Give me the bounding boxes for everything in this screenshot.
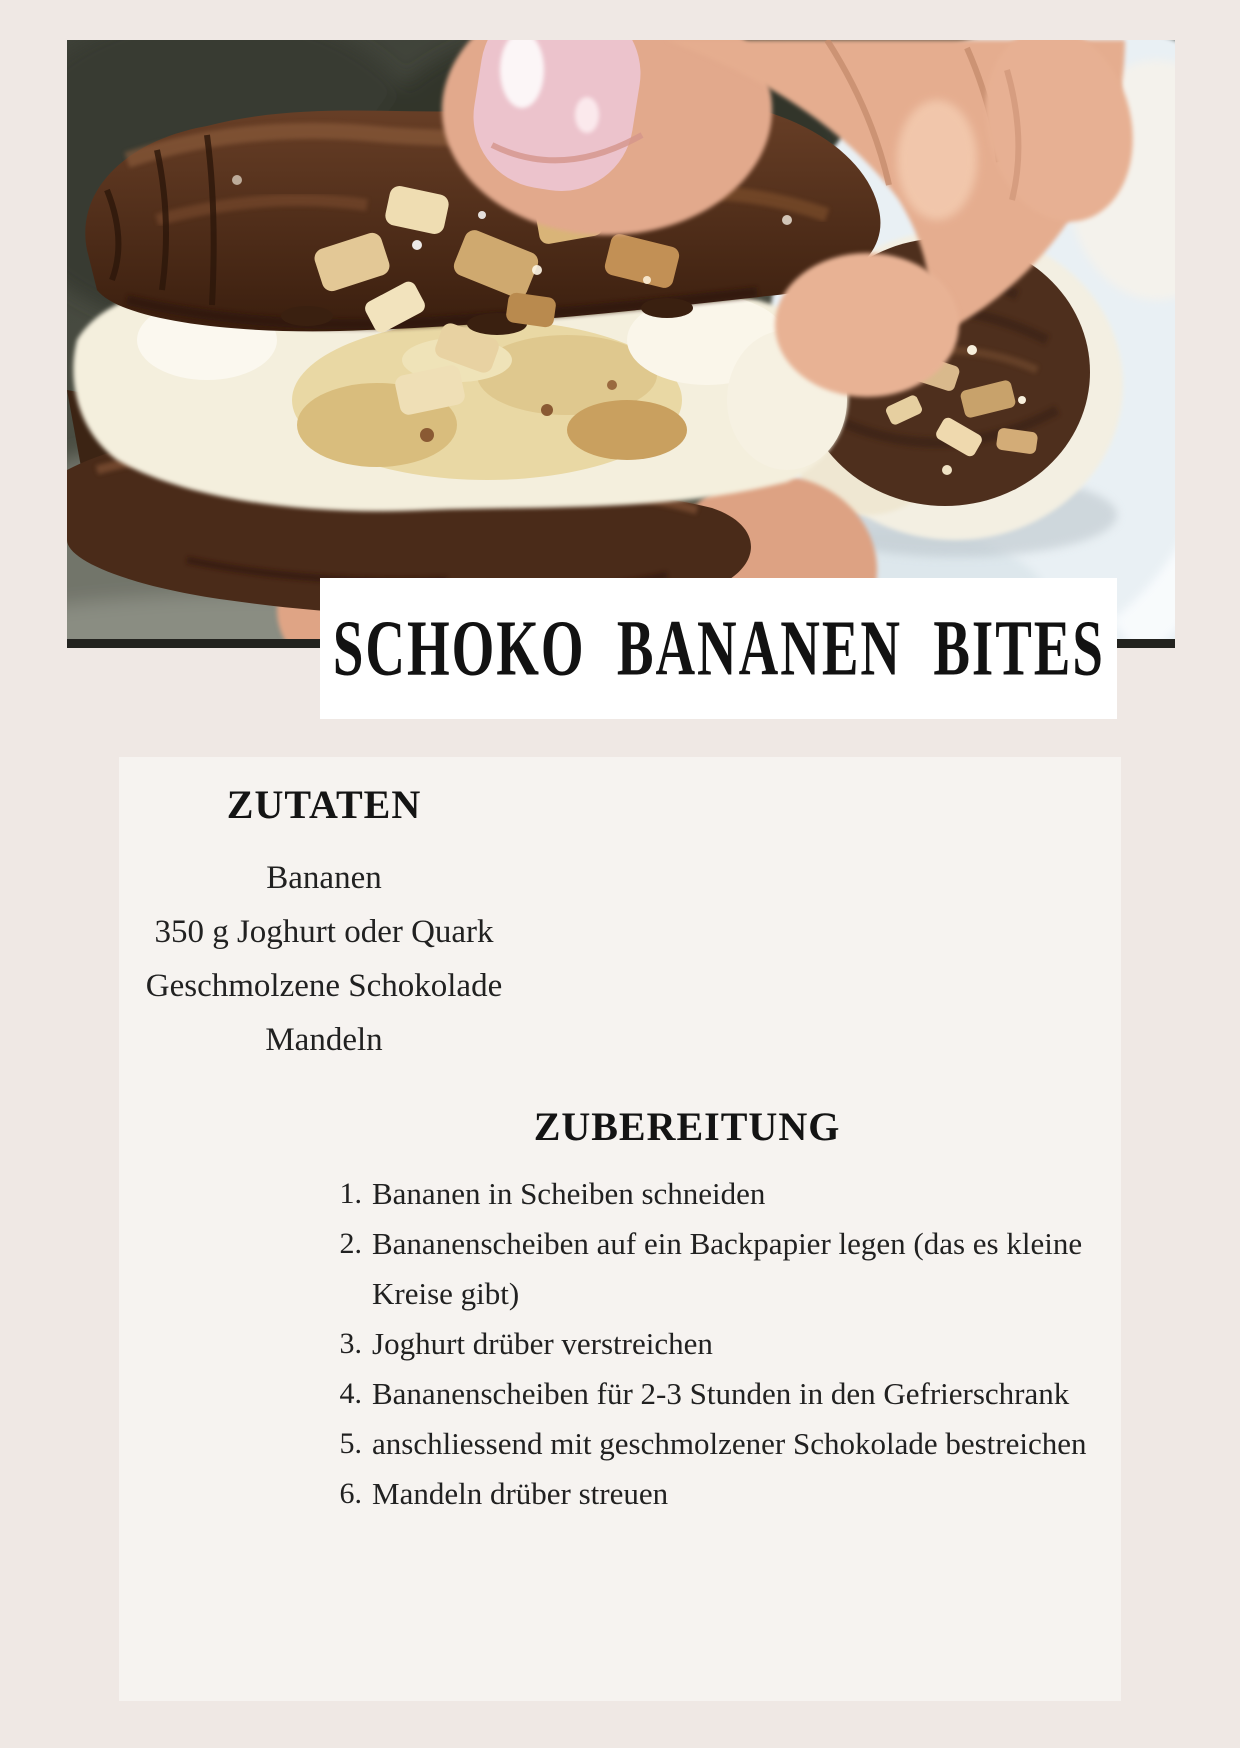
step-item (327, 1219, 1093, 1319)
page-title: SCHOKO BANANEN BITES (332, 604, 1105, 693)
step-item (327, 1469, 1093, 1519)
ingredients-heading: ZUTATEN (226, 782, 422, 827)
ingredient-item: Mandeln (265, 1022, 383, 1058)
title-band (320, 578, 1117, 719)
ingredient-item: Bananen (266, 860, 382, 896)
ingredient-item: Geschmolzene Schokolade (145, 968, 503, 1004)
step-number: 6. (339, 1477, 362, 1510)
step-text: anschliessend mit geschmolzener Schokolade bestreichen (372, 1426, 1087, 1461)
ingredient-list (119, 851, 529, 1067)
recipe-card (119, 757, 1121, 1701)
recipe-photo-illustration (67, 40, 1175, 648)
step-text: Mandeln drüber streuen (372, 1476, 669, 1511)
step-item (327, 1369, 1093, 1419)
step-item (327, 1169, 1093, 1219)
step-number: 4. (339, 1377, 362, 1410)
ingredients-section (119, 781, 529, 1067)
preparation-heading: ZUBEREITUNG (533, 1104, 841, 1149)
step-item (327, 1319, 1093, 1369)
step-number: 2. (339, 1227, 362, 1260)
step-number: 1. (339, 1177, 362, 1210)
step-text: Bananen in Scheiben schneiden (372, 1176, 766, 1211)
step-text: Bananenscheiben auf ein Backpapier legen (das es kleine Kreise gibt) (372, 1226, 1083, 1311)
step-number: 3. (339, 1327, 362, 1360)
step-text: Joghurt drüber verstreichen (372, 1326, 713, 1361)
steps-list (327, 1169, 1093, 1519)
step-text: Bananenscheiben für 2-3 Stunden in den Gefrierschrank (372, 1376, 1070, 1411)
step-item (327, 1419, 1093, 1469)
recipe-photo (67, 40, 1175, 648)
ingredient-item: 350 g Joghurt oder Quark (154, 914, 494, 950)
preparation-section (327, 1103, 1093, 1519)
step-number: 5. (339, 1427, 362, 1460)
